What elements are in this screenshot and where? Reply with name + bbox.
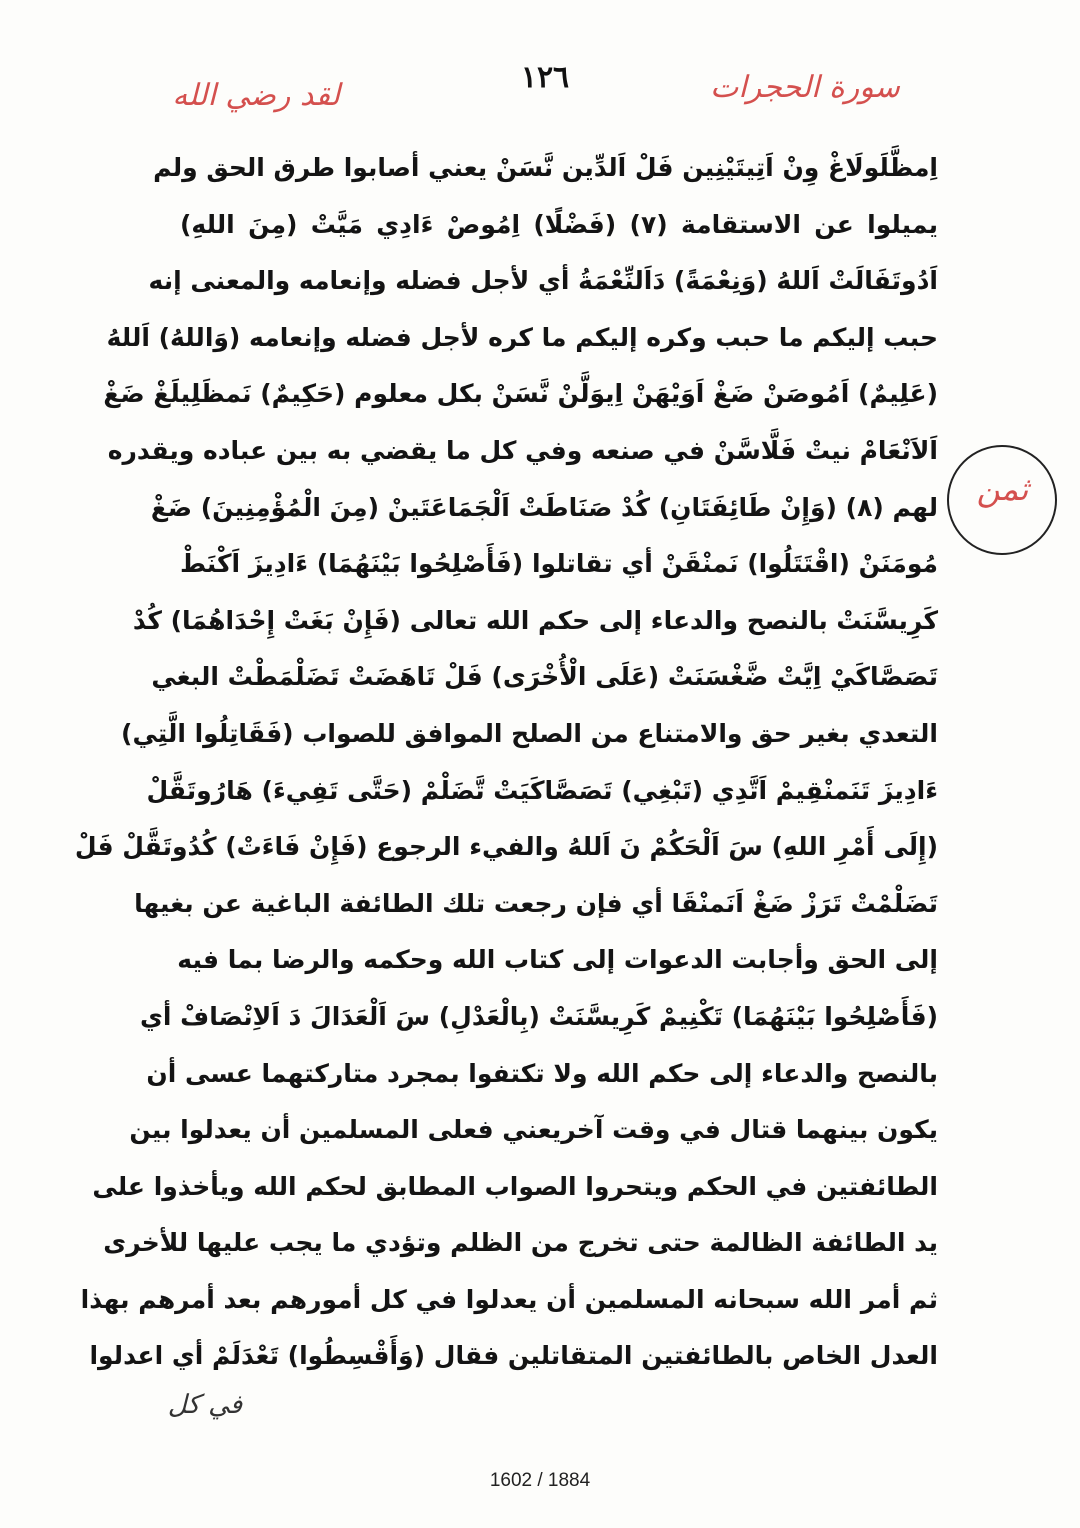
text-line: مُومَنَنْ (اقْتَتَلُوا) نَمنْقَنْ أي تقاتلوا (فَأَصْلِحُوا بَيْنَهُمَا) ءَادِيزَ اَكْنَطْ: [180, 549, 938, 579]
text-line: إلى الحق وأجابت الدعوات إلى كتاب الله وحكمه والرضا بما فيه: [177, 945, 938, 975]
page-number: ١٢٦: [520, 60, 570, 95]
text-line: يميلوا عن الاستقامة (٧) (فَضْلًا) اِمُوصْ ءَادِي مَيَّتْ (مِنَ اللهِ): [180, 209, 938, 239]
text-line: (عَلِيمٌ) اَمُوصَنْ ضَغْ اَوَيْهَنْ اِيوَلَّنْ نَّسَنْ بكل معلوم (حَكِيمٌ) نَمظَلِيلَغْ ضَغْ: [103, 379, 938, 409]
text-line: الطائفتين في الحكم ويتحروا الصواب المطابق لحكم الله ويأخذوا على: [92, 1171, 938, 1201]
text-line: يكون بينهما قتال في وقت آخريعني فعلى المسلمين أن يعدلوا بين: [129, 1115, 938, 1145]
text-line: اِمظَّلَولَاغْ وِنْ اَتِيتَيْنِين فَلْ اَلدِّين نَّسَنْ يعني أصابوا طرق الحق ولم: [153, 153, 938, 182]
text-line: (إِلَى أَمْرِ اللهِ) سَ اَلْحَكُمْ نَ اَللهُ والفيء الرجوع (فَإِنْ فَاءَتْ) كُدُوتَقَّلْ فَلْ: [74, 832, 938, 862]
text-line: (فَأَصْلِحُوا بَيْنَهُمَا) تَكْنِيمْ كَرِيسَّنَتْ (بِالْعَدْلِ) سَ اَلْعَدَالَ دَ اَلاِنْصَافْ أي: [139, 1001, 938, 1031]
text-line: كَرِيسَّنَتْ بالنصح والدعاء إلى حكم الله تعالى (فَإِنْ بَغَتْ إِحْدَاهُمَا) كُدْ: [132, 605, 938, 635]
catchword: في كل: [167, 1390, 243, 1420]
text-line: بالنصح والدعاء إلى حكم الله ولا تكتفوا بمجرد متاركتهما عسى أن: [146, 1058, 938, 1088]
verse-start-note: لقد رضي الله: [172, 78, 340, 113]
text-line: تَضَلْمْتْ تَرَزْ ضَغْ اَنَمنْقَا أي فإن رجعت تلك الطائفة الباغية عن بغيها: [134, 888, 938, 918]
text-line: التعدي بغير حق والامتناع من الصلح الموافق للصواب (فَقَاتِلُوا الَّتِي): [121, 718, 938, 748]
pagination-indicator: 1602 / 1884: [489, 1470, 591, 1491]
text-line: تَصَصَّاكَيْ اِيَّتْ ضَّغْسَنَتْ (عَلَى الْأُخْرَى) فَلْ تَاهَضَتْ تَضَلْمَطْتْ البغي: [151, 662, 938, 692]
text-line: يد الطائفة الظالمة حتى تخرج من الظلم وتؤدي ما يجب عليها للأخرى: [103, 1228, 938, 1258]
surah-name-note: سورة الحجرات: [710, 70, 900, 105]
text-line: لهم (٨) (وَإِنْ طَائِفَتَانِ) كُدْ صَنَاطَتْ اَلْجَمَاعَتَينْ (مِنَ الْمُؤْمِنِينَ) ضَغْ: [150, 492, 938, 522]
text-line: اَدُوتَفَالَتْ اَللهُ (وَنِعْمَةً) دَاَلنِّعْمَةُ أي لأجل فضله وإنعامه والمعنى إنه: [148, 266, 938, 296]
text-line: ءَادِيزَ تَنَمنْقِيمْ اَتَّدِي (تَبْغِي) تَصَصَّاكَيَتْ تَّضَلْمْ (حَتَّى تَفِيءَ) هَارُوتَقَّلْ: [146, 775, 938, 805]
text-line: ثم أمر الله سبحانه المسلمين أن يعدلوا في كل أمورهم بعد أمرهم بهذا: [80, 1284, 938, 1314]
text-line: حبب إليكم ما حبب وكره إليكم ما كره لأجل فضله وإنعامه (وَاللهُ) اَللهُ: [106, 322, 938, 352]
text-line: اَلاَنْعَامْ نيتْ فَلَّاسَّنْ في صنعه وفي كل ما يقضي به بين عباده ويقدره: [107, 435, 938, 465]
text-line: العدل الخاص بالطائفتين المتقاتلين فقال (وَأَقْسِطُوا) تَعْدَلَمْ أي اعدلوا: [89, 1341, 938, 1371]
margin-note: ثمن: [976, 470, 1029, 508]
body-text: [74, 140, 938, 1385]
